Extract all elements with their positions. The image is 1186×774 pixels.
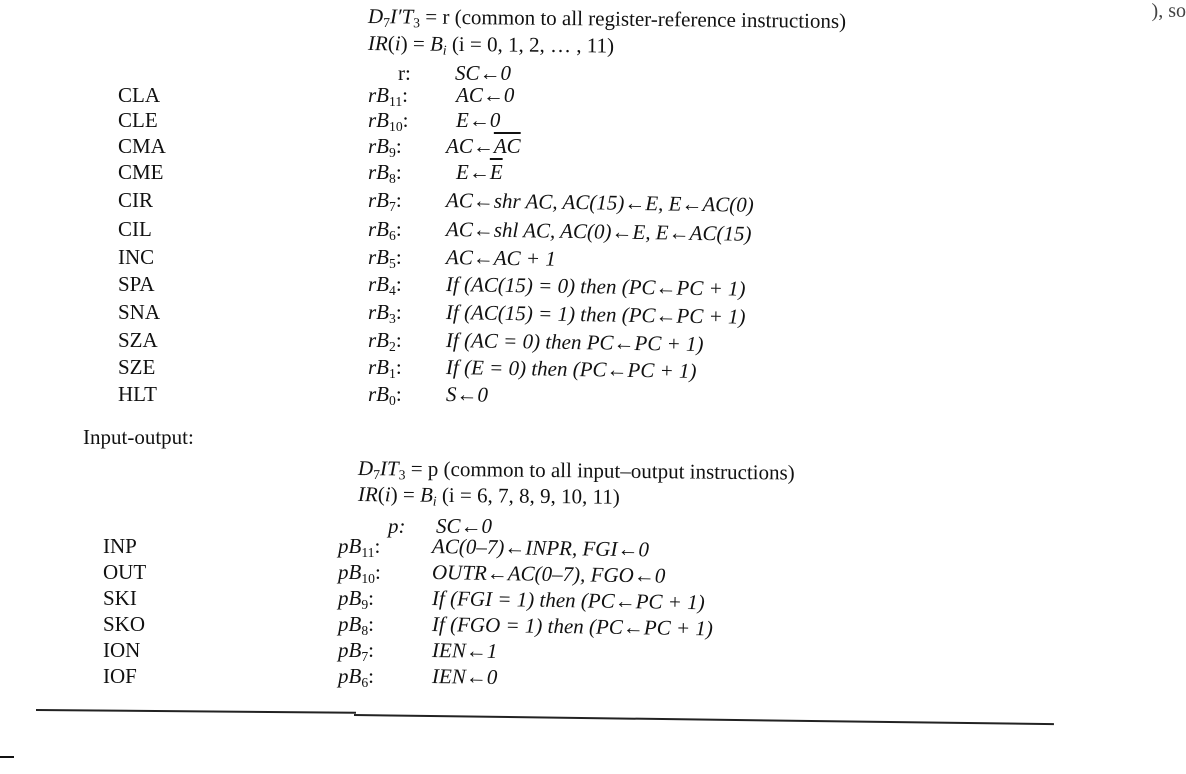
register-term: $rB_5$: (368, 245, 402, 271)
io-mnemonic: INP (103, 534, 137, 558)
register-mnemonic: CLE (118, 108, 158, 132)
p-action: SC←0 (436, 514, 493, 538)
p-label: p: (388, 514, 406, 538)
register-mnemonic: CIR (118, 188, 154, 212)
register-term: $rB_2$: (368, 328, 402, 354)
register-term: $rB_6$: (368, 217, 402, 243)
register-term: $rB_{11}$: (368, 83, 408, 109)
register-action: If (E = 0) then (PC←PC + 1) (445, 355, 697, 383)
io-term: $pB_{10}$: (338, 560, 381, 586)
r-row (398, 61, 512, 85)
register-term: $rB_4$: (368, 272, 402, 298)
register-action: AC←shr AC, AC(15)←E, E←AC(0) (445, 188, 754, 217)
io-action: IEN←1 (431, 638, 498, 664)
io-term: $pB_8$: (338, 612, 374, 638)
io-mnemonic: SKI (103, 586, 137, 610)
register-mnemonic: HLT (118, 382, 157, 406)
register-term: $rB_0$: (368, 382, 402, 408)
io-decode-text: = p (common to all input–output instructions) (405, 456, 795, 485)
register-action: AC←AC + 1 (445, 245, 557, 271)
io-term: $pB_6$: (338, 664, 374, 690)
register-action: E←0 (456, 108, 501, 132)
register-ir-eq: = (407, 31, 431, 56)
register-mnemonic: SPA (118, 272, 155, 296)
register-action: AC←0 (456, 83, 515, 107)
register-term: $rB_7$: (368, 188, 402, 214)
r-label: r: (398, 61, 411, 85)
io-mnemonic: SKO (103, 612, 146, 636)
register-action: If (AC(15) = 1) then (PC←PC + 1) (445, 300, 746, 329)
io-term: $pB_{11}$: (338, 534, 381, 560)
register-term: $rB_{10}$: (368, 108, 409, 134)
io-decode-line: $D_7IT_3 = p$ (common to all input–output instructions) (357, 456, 795, 485)
io-mnemonic: ION (103, 638, 141, 662)
register-mnemonic: CME (118, 160, 164, 184)
top-right-fragment: ), so (1151, 0, 1186, 22)
io-mnemonic: OUT (103, 560, 147, 584)
register-term: $rB_9$: (368, 134, 402, 160)
p-row (388, 514, 493, 538)
bottom-rule-left (36, 709, 356, 714)
register-mnemonic: SNA (118, 300, 161, 324)
io-action: If (FGI = 1) then (PC←PC + 1) (431, 586, 705, 615)
r-action: SC←0 (455, 61, 512, 85)
register-action: S←0 (445, 382, 489, 407)
register-mnemonic: SZE (118, 355, 156, 379)
io-ir-eq: = (397, 482, 421, 507)
io-action: If (FGO = 1) then (PC←PC + 1) (431, 612, 714, 641)
register-mnemonic: CLA (118, 83, 160, 107)
io-action: OUTR←AC(0–7), FGO←0 (431, 560, 666, 588)
io-term: $pB_9$: (338, 586, 374, 612)
io-ir-line: $IR(i) = B_i$ (i = 6, 7, 8, 9, 10, 11) (357, 482, 620, 509)
register-action: $E\leftarrow\overline{E}$ (456, 160, 503, 184)
register-action: If (AC(15) = 0) then (PC←PC + 1) (445, 272, 746, 301)
register-action: If (AC = 0) then PC←PC + 1) (445, 328, 704, 357)
io-section-label: Input-output: (83, 425, 194, 449)
io-mnemonic: IOF (103, 664, 137, 688)
register-mnemonic: INC (118, 245, 155, 269)
register-mnemonic: SZA (118, 328, 158, 352)
register-term: $rB_1$: (368, 355, 402, 381)
register-ir-line: $IR(i) = B_i$ (i = 0, 1, 2, … , 11) (367, 31, 615, 58)
register-action: AC←shl AC, AC(0)←E, E←AC(15) (445, 217, 752, 246)
register-ir-range: (i = 0, 1, 2, … , 11) (446, 31, 615, 58)
register-term: $rB_3$: (368, 300, 402, 326)
bottom-rule-right (354, 714, 1054, 725)
register-decode-line: $D_7I'T_3 = r$ (common to all register-reference instructions) (367, 4, 847, 34)
io-ir-range: (i = 6, 7, 8, 9, 10, 11) (436, 482, 620, 509)
register-mnemonic: CMA (118, 134, 166, 158)
register-mnemonic: CIL (118, 217, 152, 241)
io-term: $pB_7$: (338, 638, 374, 664)
crop-mark (0, 756, 14, 758)
io-action: AC(0–7)←INPR, FGI←0 (431, 534, 650, 562)
register-decode-text: = r (common to all register-reference instructions) (419, 4, 847, 34)
register-action: $AC\leftarrow\overline{AC}$ (446, 134, 521, 158)
register-term: $rB_8$: (368, 160, 402, 186)
io-action: IEN←0 (431, 664, 498, 690)
